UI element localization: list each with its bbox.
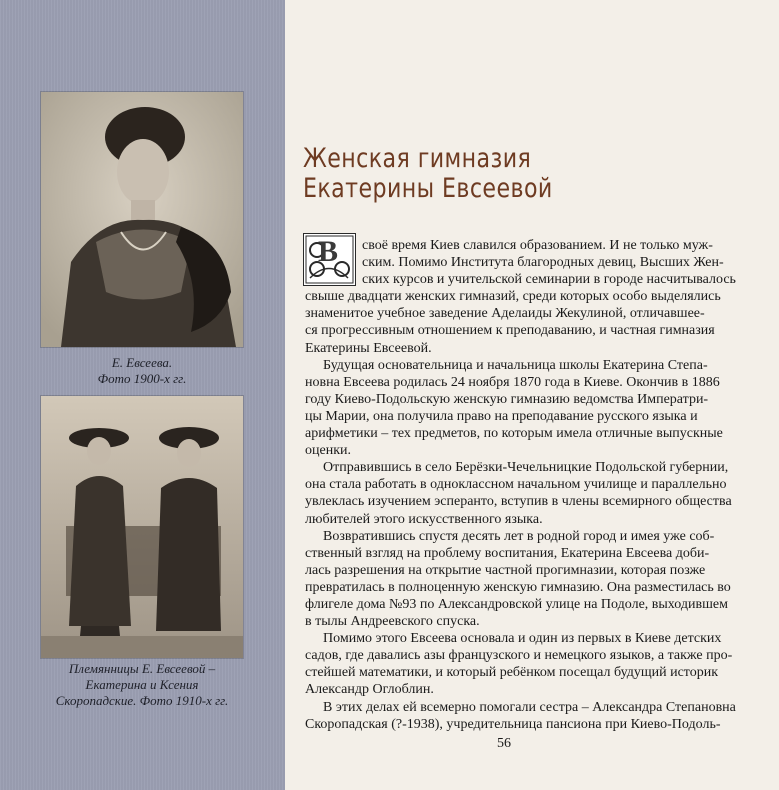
nieces-photo-image xyxy=(41,396,243,658)
photo1-caption-line: Фото 1900-х гг. xyxy=(97,371,187,386)
paragraph xyxy=(305,699,736,733)
text-line: ся прогрессивным отношением к преподаванию, и частная гимназия xyxy=(305,323,715,339)
text-line: флигеле дома №93 по Александровской улице на Подоле, выходившем xyxy=(305,596,728,612)
paragraph xyxy=(305,528,731,631)
text-line: превратилась в полноценную женскую гимназию. Она разместилась во xyxy=(305,579,731,595)
paragraph xyxy=(305,237,736,357)
text-line: В этих делах ей всемерно помогали сестра – Александра Степановна xyxy=(323,699,736,715)
page-number: 56 xyxy=(497,736,511,751)
text-line: Скоропадская (?-1938), учредительница пансиона при Киево-Подоль- xyxy=(305,716,721,732)
text-line: свыше двадцати женских гимназий, среди которых особо выделялись xyxy=(305,289,721,305)
article-title-line: Женская гимназия xyxy=(303,143,532,174)
photo2-caption xyxy=(20,661,264,709)
paragraph xyxy=(305,357,723,460)
text-line: новна Евсеева родилась 24 ноября 1870 года в Киеве. Окончив в 1886 xyxy=(305,374,720,390)
text-line: стейшей математики, и который ребёнком посещал будущий историк xyxy=(305,665,719,681)
text-line: ских курсов и учительской семинарии в городе насчитывалось xyxy=(362,272,736,288)
text-line: садов, где давались азы французского и немецкого языков, а также про- xyxy=(305,648,733,664)
left-sidebar xyxy=(0,0,285,790)
drop-cap-letter: В xyxy=(318,235,339,268)
text-line: любителей этого искусственного языка. xyxy=(305,511,543,527)
photo1-caption-line: Е. Евсеева. xyxy=(111,355,173,370)
text-line: Помимо этого Евсеева основала и один из первых в Киеве детских xyxy=(323,631,722,647)
photo2-caption-line: Скоропадские. Фото 1910-х гг. xyxy=(55,693,229,708)
text-line: арифметики – тех предметов, по которым имела отличные выпускные xyxy=(305,426,723,442)
text-line: увлеклась изучением эсперанто, вступив в члены всемирного общества xyxy=(305,494,732,510)
portrait-photo-evseeva xyxy=(41,92,243,347)
text-line: Возвратившись спустя десять лет в родной город и имея уже соб- xyxy=(323,528,715,544)
portrait-photo-nieces xyxy=(41,396,243,658)
photo2-caption-line: Племянницы Е. Евсеевой – xyxy=(68,661,216,676)
text-line: оценки. xyxy=(305,443,351,459)
photo1-caption xyxy=(30,355,254,387)
article-body xyxy=(305,237,736,733)
text-line: в тылы Андреевского спуска. xyxy=(305,614,480,630)
paragraph xyxy=(305,459,732,527)
text-line: году Киево-Подольскую женскую гимназию ведомства Императри- xyxy=(305,391,709,407)
text-line: ским. Помимо Института благородных девиц, Высших Жен- xyxy=(362,255,724,271)
text-line: она стала работать в одноклассном начальном училище и параллельно xyxy=(305,477,727,493)
text-line: Александр Оглоблин. xyxy=(305,682,434,698)
text-line: Будущая основательница и начальница школы Екатерина Степа- xyxy=(323,357,708,373)
portrait-photo-image xyxy=(41,92,243,347)
text-line: цы Марии, она получила право на преподавание русского языка и xyxy=(305,408,698,424)
text-line: знаменитое учебное заведение Аделаиды Жекулиной, отличавшее- xyxy=(305,306,705,322)
paragraph xyxy=(305,630,733,698)
text-line: Екатерины Евсеевой. xyxy=(305,340,432,356)
text-line: Отправившись в село Берёзки-Чечельницкие Подольской губернии, xyxy=(323,460,729,476)
article-title xyxy=(303,144,664,204)
text-line: лась разрешения на открытие частной прогимназии, которая позже xyxy=(305,562,706,578)
photo2-caption-line: Екатерина и Ксения xyxy=(85,677,199,692)
text-line: своё время Киев славился образованием. И не только муж- xyxy=(362,238,713,253)
article-title-line: Екатерины Евсеевой xyxy=(303,173,553,204)
text-line: ственный взгляд на проблему воспитания, Екатерина Евсеева доби- xyxy=(305,545,710,561)
